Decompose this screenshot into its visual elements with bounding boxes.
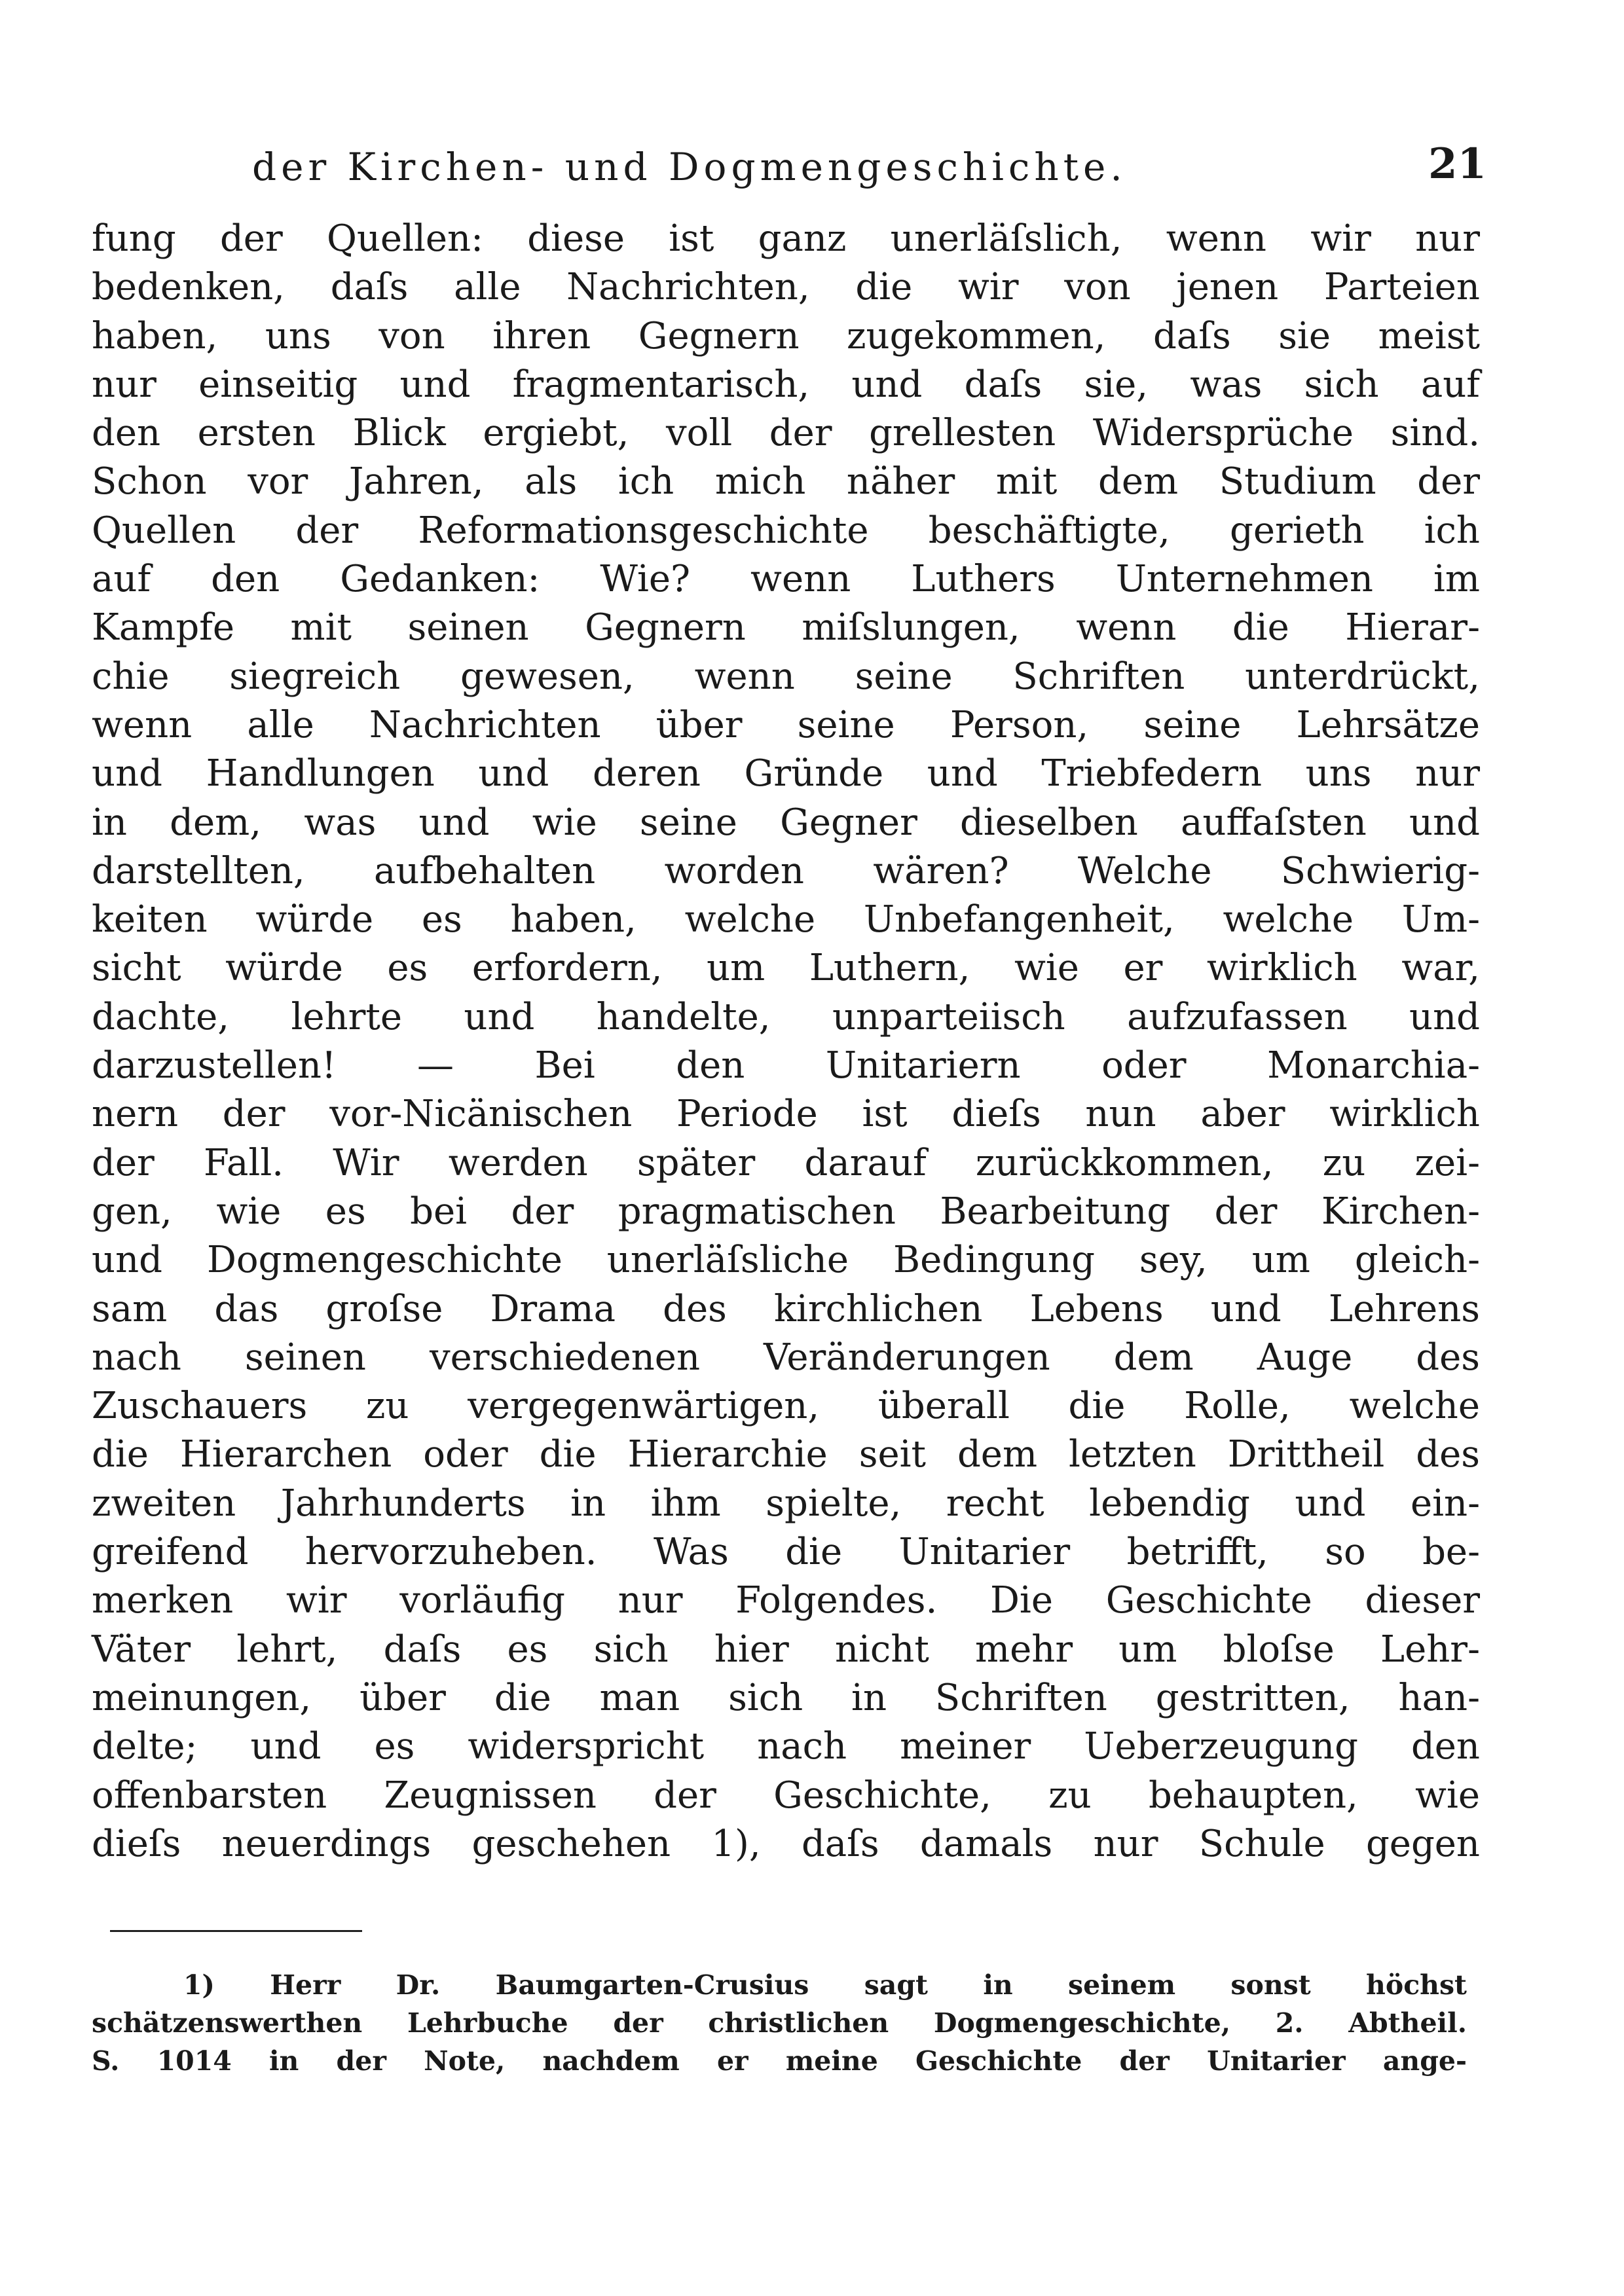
text-line: der Fall. Wir werden später darauf zurückkommen, zu zei-: [92, 1141, 1480, 1184]
text-line: haben, uns von ihren Gegnern zugekommen, daſs sie meist: [92, 314, 1480, 357]
footnote-line: 1) Herr Dr. Baumgarten-Crusius sagt in seinem sonst höchst: [183, 1969, 1467, 2001]
text-line: merken wir vorläufig nur Folgendes. Die Geschichte dieser: [92, 1579, 1480, 1622]
text-line: Quellen der Reformationsgeschichte beschäftigte, gerieth ich: [92, 509, 1480, 552]
text-line: Schon vor Jahren, als ich mich näher mit dem Studium der: [92, 460, 1480, 503]
text-line: dieſs neuerdings geschehen 1), daſs damals nur Schule gegen: [92, 1822, 1480, 1865]
text-line: gen, wie es bei der pragmatischen Bearbeitung der Kirchen-: [92, 1190, 1480, 1233]
text-line: offenbarsten Zeugnissen der Geschichte, zu behaupten, wie: [92, 1774, 1480, 1817]
text-line: nur einseitig und fragmentarisch, und daſs sie, was sich auf: [92, 363, 1480, 406]
running-title: der Kirchen- und Dogmengeschichte.: [252, 145, 1127, 189]
text-line: sicht würde es erfordern, um Luthern, wie er wirklich war,: [92, 947, 1480, 990]
text-line: dachte, lehrte und handelte, unparteiisch aufzufassen und: [92, 995, 1480, 1038]
footnote-line: schätzenswerthen Lehrbuche der christlichen Dogmengeschichte, 2. Abtheil.: [92, 2007, 1467, 2039]
text-line: und Handlungen und deren Gründe und Triebfedern uns nur: [92, 752, 1480, 795]
footnote-divider: [110, 1930, 362, 1932]
text-line: meinungen, über die man sich in Schriften gestritten, han-: [92, 1676, 1480, 1719]
text-line: auf den Gedanken: Wie? wenn Luthers Unternehmen im: [92, 558, 1480, 601]
text-line: den ersten Blick ergiebt, voll der grellesten Widersprüche sind.: [92, 412, 1480, 455]
text-line: und Dogmengeschichte unerläſsliche Bedingung sey, um gleich-: [92, 1239, 1480, 1282]
text-line: nern der vor-Nicänischen Periode ist dieſs nun aber wirklich: [92, 1093, 1480, 1136]
footnote-block: [92, 1966, 1467, 2080]
text-line: Zuschauers zu vergegenwärtigen, überall die Rolle, welche: [92, 1385, 1480, 1428]
page-number: 21: [1428, 139, 1486, 189]
text-line: in dem, was und wie seine Gegner dieselben auffaſsten und: [92, 801, 1480, 844]
text-line: keiten würde es haben, welche Unbefangenheit, welche Um-: [92, 898, 1480, 941]
footnote-line: S. 1014 in der Note, nachdem er meine Geschichte der Unitarier ange-: [92, 2045, 1467, 2077]
text-line: fung der Quellen: diese ist ganz unerläſslich, wenn wir nur: [92, 217, 1480, 260]
text-line: darstellten, aufbehalten worden wären? Welche Schwierig-: [92, 849, 1480, 892]
text-line: greifend hervorzuheben. Was die Unitarier betrifft, so be-: [92, 1531, 1480, 1574]
text-line: die Hierarchen oder die Hierarchie seit dem letzten Drittheil des: [92, 1433, 1480, 1476]
text-line: wenn alle Nachrichten über seine Person, seine Lehrsätze: [92, 703, 1480, 746]
main-text-block: [92, 215, 1480, 1868]
text-line: Kampfe mit seinen Gegnern miſslungen, wenn die Hierar-: [92, 606, 1480, 649]
text-line: bedenken, daſs alle Nachrichten, die wir von jenen Parteien: [92, 266, 1480, 309]
text-line: nach seinen verschiedenen Veränderungen dem Auge des: [92, 1336, 1480, 1379]
running-header: [252, 141, 1486, 193]
text-line: sam das groſse Drama des kirchlichen Lebens und Lehrens: [92, 1287, 1480, 1330]
text-line: chie siegreich gewesen, wenn seine Schriften unterdrückt,: [92, 655, 1480, 698]
text-line: Väter lehrt, daſs es sich hier nicht mehr um bloſse Lehr-: [92, 1628, 1480, 1671]
text-line: darzustellen! — Bei den Unitariern oder Monarchia-: [92, 1044, 1480, 1087]
text-line: delte; und es widerspricht nach meiner Ueberzeugung den: [92, 1725, 1480, 1768]
text-line: zweiten Jahrhunderts in ihm spielte, recht lebendig und ein-: [92, 1482, 1480, 1525]
